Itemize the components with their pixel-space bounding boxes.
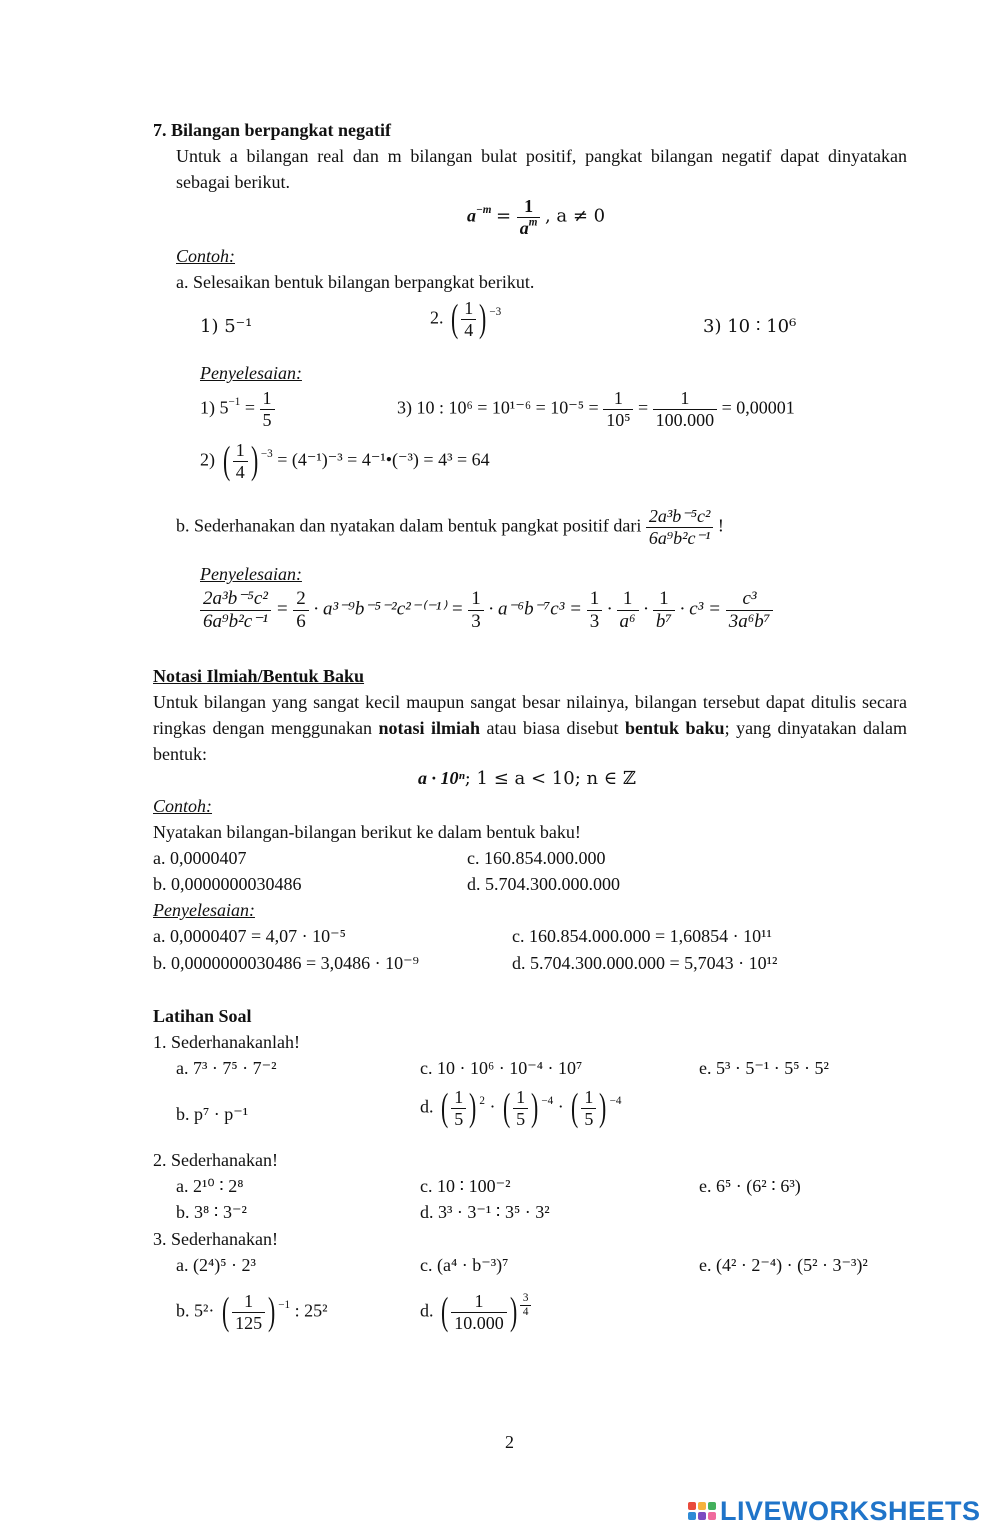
solution-1: 1) $5^{-1}$ = $\frac{1}{5}$ [200,388,275,430]
latihan-q3c: c. (a⁴ · b⁻³)⁷ [420,1255,509,1275]
notasi-contoh-label: Contoh: [153,796,213,816]
section-heading-7: 7. Bilangan berpangkat negatif [153,120,392,140]
latihan-q2-title: 2. Sederhanakan! [153,1150,278,1170]
latihan-q1-title: 1. Sederhanakanlah! [153,1032,300,1052]
notasi-intro: Untuk bilangan yang sangat kecil maupun sangat besar nilainya, bilangan tersebut dapat ditulis secara ringkas dengan menggunakan notasi ilmiah atau biasa disebut bentuk baku; yang dinyatakan dalam bentuk: [153,692,908,764]
penyelesaian-label: Penyelesaian: [200,363,302,383]
notasi-answer-b: b. 0,0000000030486 = 3,0486 · 10⁻⁹ [153,953,419,973]
latihan-q2b: b. 3⁸ ∶ 3⁻² [176,1202,247,1222]
latihan-q2a: a. 2¹⁰ ∶ 2⁸ [176,1176,244,1196]
section7-intro: Untuk a bilangan real dan m bilangan bulat positif, pangkat bilangan negatif dapat dinyatakan sebagai berikut. [176,146,907,192]
notasi-heading: Notasi Ilmiah/Bentuk Baku [153,666,365,686]
solution-3: 3) 10 : 10⁶ = 10¹⁻⁶ = 10⁻⁵ = $\frac{1}{\text{10⁵}}$ = $\frac{1}{100.000}$ = 0,00001 [397,388,795,430]
latihan-q2c: c. 10 ∶ 100⁻² [420,1176,511,1196]
latihan-q1a: a. 7³ · 7⁵ · 7⁻² [176,1058,277,1078]
notasi-item-b: b. 0,0000000030486 [153,874,302,894]
latihan-heading: Latihan Soal [153,1006,252,1026]
negative-exponent-formula: $a^{-m}$ = $\frac{1}{a^m}$ , a ≠ 0 [467,196,606,238]
notasi-answer-c: c. 160.854.000.000 = 1,60854 · 10¹¹ [512,926,772,946]
latihan-q3a: a. (2⁴)⁵ · 2³ [176,1255,256,1275]
latihan-q1c: c. 10 · 10⁶ · 10⁻⁴ · 10⁷ [420,1058,583,1078]
notasi-item-a: a. 0,0000407 [153,848,247,868]
question-3: 3) 10 ∶ 10⁶ [703,316,797,337]
latihan-q3b: b. 5²· ( $\frac{1}{125}$ ) $^{-1}$ : 25² [176,1289,328,1334]
solution-2: 2) ( $\frac{1}{4}$ ) $^{-3}$ = (4⁻¹)⁻³ = 4⁻¹•(⁻³) = 4³ = 64 [200,438,490,483]
liveworksheets-logo[interactable] [688,1494,981,1528]
notasi-prompt: Nyatakan bilangan-bilangan berikut ke dalam bentuk baku! [153,822,581,842]
latihan-q2e: e. 6⁵ · (6² ∶ 6³) [699,1176,801,1196]
question-a-prompt: a. Selesaikan bentuk bilangan berpangkat berikut. [176,272,535,292]
contoh-label: Contoh: [176,246,236,266]
logo-grid-icon [688,1502,716,1520]
logo-text: LIVEWORKSHEETS [720,1495,981,1526]
question-b: b. Sederhanakan dan nyatakan dalam bentuk pangkat positif dari $\frac{\text{2a³b⁻⁵c²}}{\text{6a⁹b²c⁻¹}}$ ! [176,506,724,548]
notasi-answer-d: d. 5.704.300.000.000 = 5,7043 · 10¹² [512,953,778,973]
question-1: 1) 5⁻¹ [200,316,253,337]
notasi-answer-a: a. 0,0000407 = 4,07 · 10⁻⁵ [153,926,346,946]
latihan-q3-title: 3. Sederhanakan! [153,1229,278,1249]
latihan-q2d: d. 3³ · 3⁻¹ ∶ 3⁵ · 3² [420,1202,550,1222]
penyelesaian-b-label: Penyelesaian: [200,564,302,584]
scientific-notation-formula: a · 10ⁿ; 1 ≤ a < 10; n ∈ ℤ [418,768,636,789]
notasi-item-c: c. 160.854.000.000 [467,848,606,868]
latihan-q3d: d. ( $\frac{1}{10.000}$ ) $^{\frac{3}{4}}$ [420,1291,531,1333]
latihan-q1e: e. 5³ · 5⁻¹ · 5⁵ · 5² [699,1058,829,1078]
solution-b: $\frac{\text{2a³b⁻⁵c²}}{\text{6a⁹b²c⁻¹}}$ = $\frac{2}{6}$ · a³⁻⁹b⁻⁵⁻²c²⁻⁽⁻¹⁾ = $\frac{1}{3}$ · a⁻⁶b⁻⁷c³ = $\frac{1}{3}$ · $\frac{1}{\text{a⁶}}$ · $\frac{1}{\text{b⁷}}$ · c³ = $\frac{\text{c³}}{\text{3a⁶b⁷}}$ [200,588,773,633]
latihan-q1d: d. ( $\frac{1}{5}$ ) $^2$ · ( $\frac{1}{5}$ ) $^{-4}$ · ( $\frac{1}{5}$ ) $^{-4}$ [420,1085,622,1130]
notasi-penyelesaian-label: Penyelesaian: [153,900,255,920]
page-number: 2 [505,1432,514,1452]
latihan-q3e: e. (4² · 2⁻⁴) · (5² · 3⁻³)² [699,1255,868,1275]
latihan-q1b: b. p⁷ · p⁻¹ [176,1104,249,1124]
notasi-item-d: d. 5.704.300.000.000 [467,874,620,894]
question-2: 2. ( $\frac{1}{4}$ ) $^{-3}$ [430,296,502,341]
